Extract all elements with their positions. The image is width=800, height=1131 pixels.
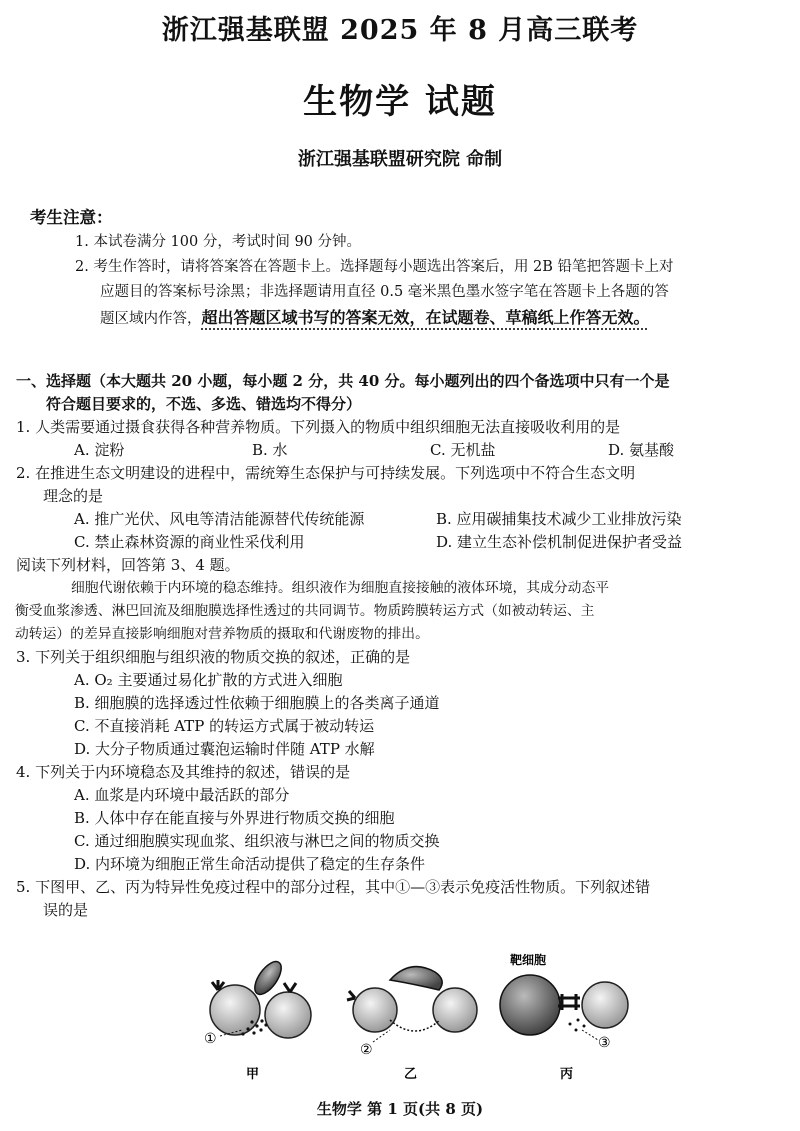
question-1-stem: 1. 人类需要通过摄食获得各种营养物质。下列摄入的物质中组织细胞无法直接吸收利用的是 [16, 418, 621, 436]
panel-yi-cell-left [353, 988, 397, 1032]
panel-jia-dot [255, 1024, 258, 1027]
figure-caption-bing: 丙 [560, 1067, 574, 1082]
panel-yi-cell-right [433, 988, 477, 1032]
panel-jia-dot [246, 1027, 249, 1030]
figure-caption-jia: 甲 [246, 1067, 260, 1082]
notice-emphasis: 超出答题区域书写的答案无效，在试题卷、草稿纸上作答无效。 [201, 308, 650, 327]
panel-bing-dot [577, 1019, 580, 1022]
question-4-option-c: C. 通过细胞膜实现血浆、组织液与淋巴之间的物质交换 [74, 832, 440, 850]
passage-text [16, 577, 786, 646]
question-1-option-a: A. 淀粉 [74, 441, 125, 459]
panel-jia-cell-right [265, 992, 311, 1038]
figure-mark-3: ③ [598, 1035, 611, 1051]
panel-jia-dot [259, 1028, 262, 1031]
panel-jia-cell-left [210, 985, 260, 1035]
panel-bing-pointer [582, 1030, 598, 1040]
question-2-options-row-2 [16, 531, 786, 554]
figure-label-target-cell: 靶细胞 [510, 953, 547, 967]
panel-jia-dot [250, 1020, 253, 1023]
question-4-option-a: A. 血浆是内环境中最活跃的部分 [74, 786, 290, 804]
panel-jia [204, 957, 311, 1082]
candidate-notice [30, 205, 780, 332]
question-1-option-c: C. 无机盐 [430, 441, 496, 459]
passage-intro: 阅读下列材料，回答第 3、4 题。 [16, 556, 240, 574]
passage-line-1: 细胞代谢依赖于内环境的稳态维持。组织液作为细胞直接接触的液体环境，其成分动态平 [71, 580, 610, 596]
question-3-stem: 3. 下列关于组织细胞与组织液的物质交换的叙述，正确的是 [16, 648, 411, 666]
section-heading-line-1: 一、选择题（本大题共 20 小题，每小题 2 分，共 40 分。每小题列出的四个备选项中只有一个是 [16, 372, 670, 390]
panel-bing-dot [583, 1025, 586, 1028]
question-2-option-d: D. 建立生态补偿机制促进保护者受益 [436, 533, 683, 551]
question-2-options-row-1 [16, 508, 786, 531]
panel-jia-dot [260, 1019, 263, 1022]
panel-yi [347, 967, 477, 1082]
notice-item-2-line-3 [30, 305, 780, 332]
question-3-option-b: B. 细胞膜的选择透过性依赖于细胞膜上的各类离子通道 [74, 694, 440, 712]
passage-line-2: 衡受血浆渗透、淋巴回流及细胞膜选择性透过的共同调节。物质跨膜转运方式（如被动转运、主 [15, 603, 595, 619]
question-3-option-d: D. 大分子物质通过囊泡运输时伴随 ATP 水解 [74, 740, 375, 758]
panel-bing [500, 952, 628, 1082]
panel-yi-receptor [347, 991, 355, 1000]
question-2-option-a: A. 推广光伏、风电等清洁能源替代传统能源 [74, 510, 365, 528]
question-2-stem-line-1: 2. 在推进生态文明建设的进程中，需统筹生态保护与可持续发展。下列选项中不符合生态文明 [16, 464, 636, 482]
question-5-stem-line-1: 5. 下图甲、乙、丙为特异性免疫过程中的部分过程，其中①—③表示免疫活性物质。下列叙述错 [16, 878, 651, 896]
question-2-option-b: B. 应用碳捕集技术减少工业排放污染 [436, 510, 682, 528]
notice-item-2-line-1: 2. 考生作答时，请将答案答在答题卡上。选择题每小题选出答案后，用 2B 铅笔把答题卡上对 [75, 259, 674, 275]
issuer-line: 浙江强基联盟研究院 命制 [297, 149, 503, 170]
question-2-stem-line-2: 理念的是 [43, 487, 104, 505]
question-4-option-b: B. 人体中存在能直接与外界进行物质交换的细胞 [74, 809, 395, 827]
notice-item-1: 1. 本试卷满分 100 分，考试时间 90 分钟。 [75, 234, 362, 250]
notice-heading: 考生注意： [30, 208, 113, 227]
figure-mark-2: ② [360, 1042, 373, 1058]
panel-jia-dot [241, 1032, 244, 1035]
notice-item-2-line-3-text: 题区域内作答， [100, 311, 202, 327]
question-1-options [16, 439, 786, 462]
question-1-option-d: D. 氨基酸 [608, 441, 675, 459]
panel-bing-dot [569, 1023, 572, 1026]
question-5-stem-line-2: 误的是 [43, 901, 89, 919]
subject-title: 生物学 试题 [303, 82, 497, 122]
question-3-option-c: C. 不直接消耗 ATP 的转运方式属于被动转运 [74, 717, 375, 735]
page-footer: 生物学 第 1 页(共 8 页) [316, 1100, 484, 1118]
question-3-option-a: A. O₂ 主要通过易化扩散的方式进入细胞 [74, 671, 343, 689]
panel-yi-dotted-path [390, 1020, 440, 1031]
question-4-stem: 4. 下列关于内环境稳态及其维持的叙述，错误的是 [16, 763, 351, 781]
panel-jia-dot [252, 1031, 255, 1034]
panel-yi-pathogen [390, 967, 442, 990]
panel-bing-binding [558, 994, 580, 1010]
figure-caption-yi: 乙 [404, 1067, 418, 1082]
passage-line-3: 动转运）的差异直接影响细胞对营养物质的摄取和代谢废物的排出。 [15, 626, 429, 642]
panel-bing-secretion-dots [569, 1019, 586, 1032]
immune-process-figure [190, 950, 630, 1090]
panel-bing-effector-cell [582, 982, 628, 1028]
figure-mark-1: ① [204, 1031, 217, 1047]
section-choice [16, 370, 786, 922]
panel-jia-dot [264, 1023, 267, 1026]
notice-item-2-line-2: 应题目的答案标号涂黑；非选择题请用直径 0.5 毫米黑色墨水签字笔在答题卡上各题的答 [100, 284, 669, 300]
section-heading-line-2: 符合题目要求的，不选、多选、错选均不得分） [46, 395, 362, 413]
panel-bing-dot [575, 1029, 578, 1032]
question-1-option-b: B. 水 [252, 441, 288, 459]
panel-bing-target-cell [500, 975, 560, 1035]
panel-jia-receptor-right [284, 983, 296, 992]
question-4-option-d: D. 内环境为细胞正常生命活动提供了稳定的生存条件 [74, 855, 426, 873]
exam-title: 浙江强基联盟 2025 年 8 月高三联考 [161, 15, 639, 46]
question-2-option-c: C. 禁止森林资源的商业性采伐利用 [74, 533, 305, 551]
